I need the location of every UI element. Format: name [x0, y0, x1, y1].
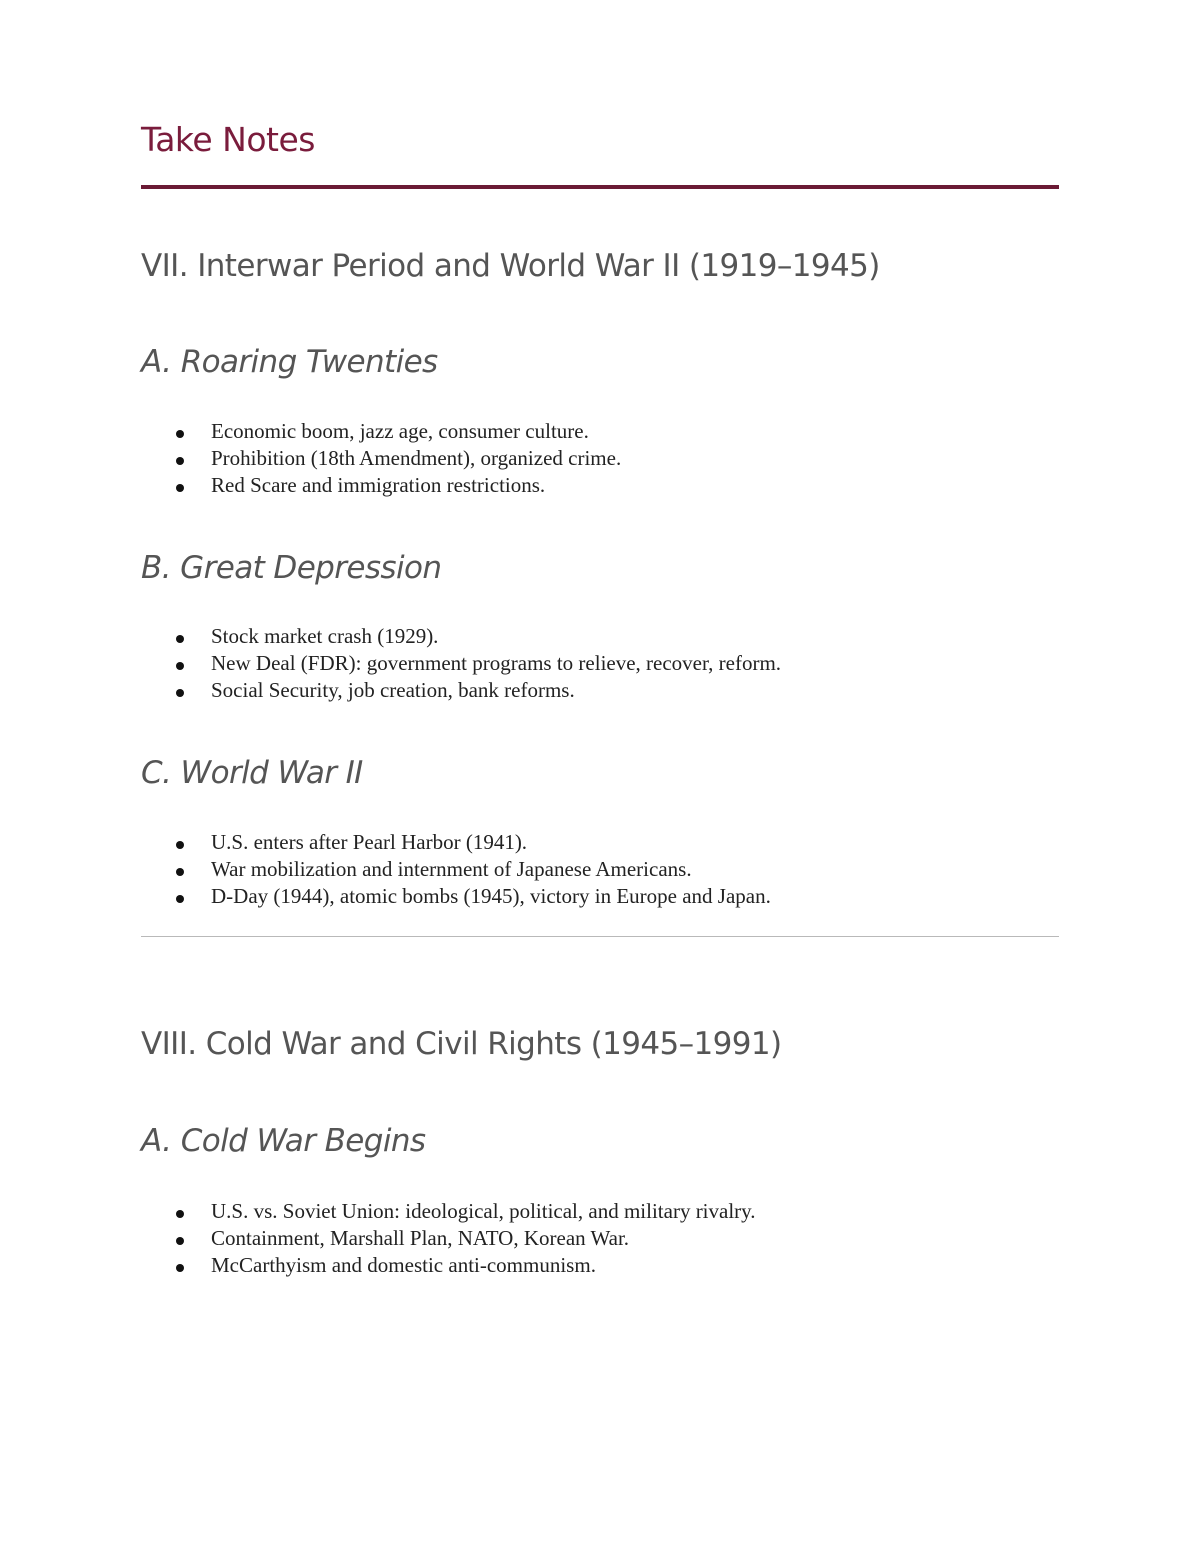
section-title-vii: VII. Interwar Period and World War II (1919–1945)	[141, 248, 880, 284]
bullet-icon	[176, 635, 184, 643]
bullet-icon	[176, 1237, 184, 1245]
section-divider	[141, 936, 1059, 937]
subsection-title-great-depression: B. Great Depression	[141, 550, 442, 586]
subsection-title-roaring-twenties: A. Roaring Twenties	[141, 344, 438, 380]
list-item: Economic boom, jazz age, consumer culture.	[141, 418, 621, 445]
bullet-icon	[176, 457, 184, 465]
bullet-icon	[176, 1210, 184, 1218]
bullet-icon	[176, 841, 184, 849]
subsection-title-world-war-ii: C. World War II	[141, 755, 363, 791]
list-item: Red Scare and immigration restrictions.	[141, 472, 621, 499]
bullet-icon	[176, 484, 184, 492]
list-item: U.S. vs. Soviet Union: ideological, political, and military rivalry.	[141, 1198, 756, 1225]
list-item: War mobilization and internment of Japanese Americans.	[141, 856, 771, 883]
bullet-list-great-depression	[141, 623, 781, 704]
title-underline	[141, 185, 1059, 189]
section-title-viii: VIII. Cold War and Civil Rights (1945–1991)	[141, 1026, 782, 1062]
list-item: New Deal (FDR): government programs to relieve, recover, reform.	[141, 650, 781, 677]
list-item: U.S. enters after Pearl Harbor (1941).	[141, 829, 771, 856]
bullet-icon	[176, 868, 184, 876]
bullet-icon	[176, 430, 184, 438]
list-item: Social Security, job creation, bank reforms.	[141, 677, 781, 704]
bullet-list-world-war-ii	[141, 829, 771, 910]
subsection-title-cold-war-begins: A. Cold War Begins	[141, 1123, 426, 1159]
bullet-icon	[176, 895, 184, 903]
list-item: Containment, Marshall Plan, NATO, Korean War.	[141, 1225, 756, 1252]
list-item: D-Day (1944), atomic bombs (1945), victory in Europe and Japan.	[141, 883, 771, 910]
bullet-icon	[176, 689, 184, 697]
document-title: Take Notes	[141, 120, 315, 159]
bullet-icon	[176, 662, 184, 670]
list-item: Stock market crash (1929).	[141, 623, 781, 650]
bullet-list-cold-war-begins	[141, 1198, 756, 1279]
bullet-icon	[176, 1264, 184, 1272]
bullet-list-roaring-twenties	[141, 418, 621, 499]
list-item: Prohibition (18th Amendment), organized crime.	[141, 445, 621, 472]
list-item: McCarthyism and domestic anti-communism.	[141, 1252, 756, 1279]
